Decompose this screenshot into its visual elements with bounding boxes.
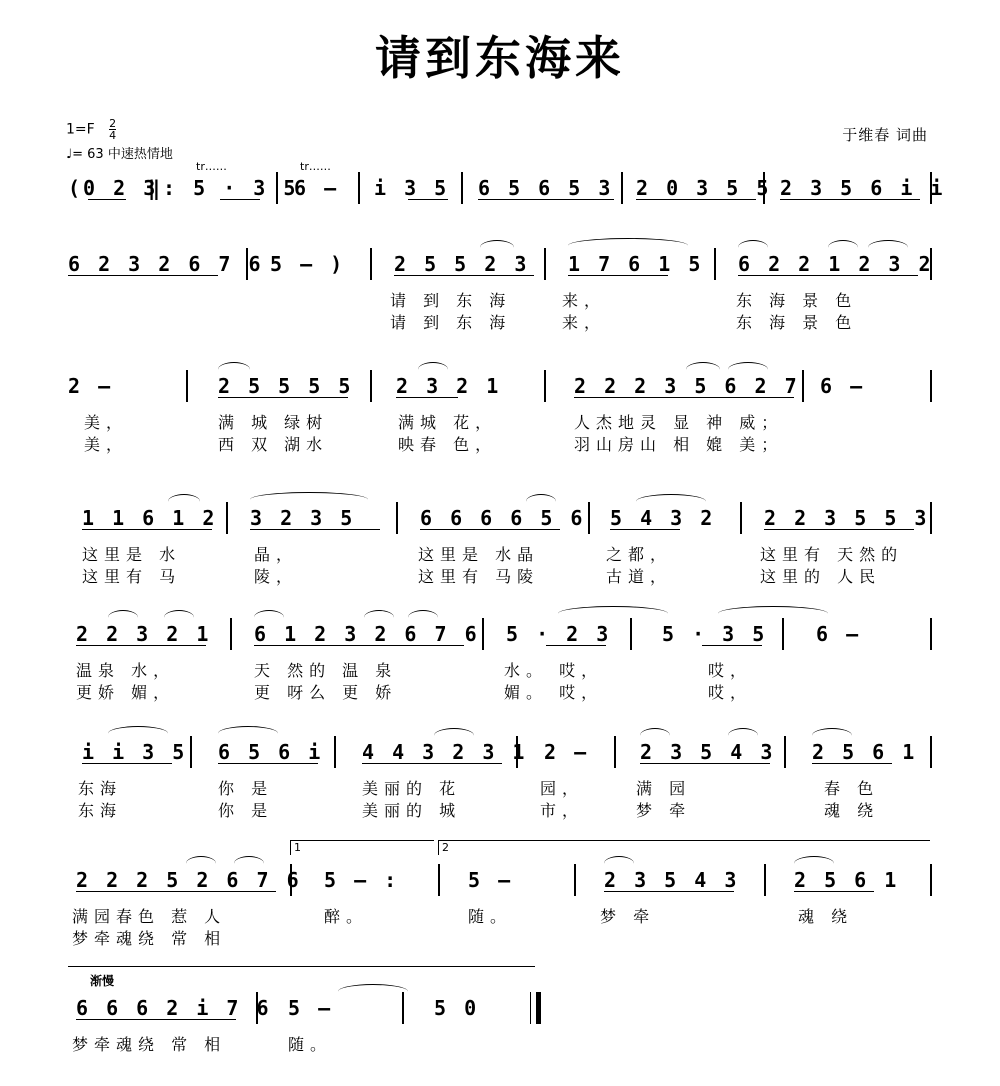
underline xyxy=(636,199,756,200)
barline xyxy=(246,248,248,280)
lyric: 东海 xyxy=(78,801,123,820)
slur xyxy=(364,610,394,625)
slur xyxy=(234,856,264,871)
notes-line xyxy=(68,366,932,406)
notes-line xyxy=(68,860,932,900)
barline xyxy=(782,618,784,650)
lyric: 来， xyxy=(562,313,607,332)
lyric: 梦 牵 xyxy=(600,907,656,926)
barline xyxy=(276,172,278,204)
slur xyxy=(568,238,688,253)
slur xyxy=(794,856,834,871)
underline xyxy=(568,275,668,276)
slur xyxy=(108,610,138,625)
barline xyxy=(186,370,188,402)
measure: 2 2 3 2 1 xyxy=(76,622,212,646)
underline xyxy=(408,199,448,200)
score-row-2 xyxy=(68,244,932,334)
lyric: 美， xyxy=(84,435,129,454)
underline xyxy=(82,529,212,530)
slur xyxy=(526,494,556,509)
lyric: 春 色 xyxy=(824,779,880,798)
measure: 5 · 2 3 xyxy=(506,622,612,646)
underline xyxy=(794,891,874,892)
measure: 6 – xyxy=(294,176,340,200)
score-row-1 xyxy=(68,160,946,218)
slur xyxy=(164,610,194,625)
slur xyxy=(218,726,278,741)
measure: 4 4 3 2 3 1 xyxy=(362,740,528,764)
lyric: 更娇 媚， xyxy=(76,683,176,702)
score-row-3 xyxy=(68,366,932,456)
measure: 6 2 3 2 6 7 6 xyxy=(68,252,264,276)
slur xyxy=(168,494,200,509)
score-row-8 xyxy=(68,974,932,1068)
ritardando-bracket xyxy=(68,966,535,981)
underline xyxy=(420,529,560,530)
barline xyxy=(226,502,228,534)
slur xyxy=(558,606,668,621)
underline xyxy=(218,763,318,764)
lyric: 魂 绕 xyxy=(798,907,854,926)
score-row-7 xyxy=(68,841,932,950)
measure: 2 – xyxy=(544,740,590,764)
underline xyxy=(362,763,502,764)
lyric: 市， xyxy=(540,801,585,820)
slur xyxy=(434,728,474,743)
lyric: 梦 牵 xyxy=(636,801,692,820)
lyric: 哎， xyxy=(708,683,753,702)
lyric: 满园春色 惹 人 xyxy=(72,907,227,926)
lyric: 梦牵魂绕 常 相 xyxy=(72,929,227,948)
lyric: 这里是 水晶 xyxy=(418,545,540,564)
barline xyxy=(256,992,258,1024)
underline xyxy=(546,645,606,646)
lyric: 随。 xyxy=(288,1035,333,1054)
slur xyxy=(250,492,368,507)
lyric: 陵， xyxy=(254,567,299,586)
barline xyxy=(334,736,336,768)
underline xyxy=(76,645,206,646)
measure: 6 – xyxy=(816,622,862,646)
measure: 6 2 2 1 2 3 2 xyxy=(738,252,934,276)
score-row-5 xyxy=(68,614,932,704)
measure: 6 6 6 2 i 7 6 xyxy=(76,996,272,1020)
ritardando-mark: 渐慢 xyxy=(90,974,115,988)
slur xyxy=(728,362,768,377)
notes-line xyxy=(68,988,932,1028)
trill-mark-1: tr…… xyxy=(196,160,227,173)
lyric: 园， xyxy=(540,779,585,798)
measure: 2 3 5 6 i i xyxy=(780,176,946,200)
lyric: 古道， xyxy=(606,567,673,586)
slur xyxy=(718,606,828,621)
score-row-4 xyxy=(68,498,932,588)
slur xyxy=(338,984,408,999)
barline xyxy=(516,736,518,768)
notes-line xyxy=(68,498,932,538)
barline xyxy=(290,864,292,896)
underline xyxy=(812,763,892,764)
barline xyxy=(358,172,360,204)
barline xyxy=(588,502,590,534)
slur xyxy=(408,610,438,625)
barline xyxy=(930,618,932,650)
slur xyxy=(828,240,858,255)
underline xyxy=(88,199,126,200)
measure: 2 2 2 3 5 6 2 7 xyxy=(574,374,800,398)
slur xyxy=(254,610,284,625)
slur xyxy=(636,494,706,509)
barline xyxy=(574,864,576,896)
barline xyxy=(784,736,786,768)
lyric: 满 园 xyxy=(636,779,692,798)
slur xyxy=(868,240,908,255)
measure: 6 – xyxy=(820,374,866,398)
underline xyxy=(394,275,534,276)
lyric: 哎， xyxy=(708,661,753,680)
measure: 5 – xyxy=(288,996,334,1020)
lyric: 美丽的 花 xyxy=(362,779,462,798)
key-signature xyxy=(66,118,116,141)
underline xyxy=(780,199,920,200)
lyric: 满 城 绿树 xyxy=(218,413,329,432)
measure: (0 2 3 xyxy=(68,176,159,200)
author-credit: 于维春 词曲 xyxy=(842,126,928,144)
slur xyxy=(738,240,768,255)
slur xyxy=(418,362,448,377)
underline xyxy=(254,645,464,646)
underline xyxy=(574,397,794,398)
lyric: 更 呀么 更 娇 xyxy=(254,683,398,702)
lyric: 水。 哎， xyxy=(504,661,604,680)
slur xyxy=(186,856,216,871)
measure: 2 3 5 4 3 xyxy=(640,740,776,764)
barline xyxy=(930,864,932,896)
volta-2 xyxy=(438,840,930,855)
notes-line xyxy=(68,614,932,654)
volta-label: 2 xyxy=(442,841,449,854)
measure: 2 5 5 5 5 xyxy=(218,374,354,398)
measure: 1 1 6 1 2 xyxy=(82,506,218,530)
measure: 2 – xyxy=(68,374,114,398)
measure: i 3 5 xyxy=(374,176,450,200)
barline xyxy=(230,618,232,650)
barline xyxy=(740,502,742,534)
underline xyxy=(76,1019,236,1020)
lyric: 羽山房山 相 媲 美； xyxy=(574,435,784,454)
measure: 6 5 6 i xyxy=(218,740,324,764)
measure: 5 – ) xyxy=(270,252,346,276)
slur xyxy=(604,856,634,871)
underline xyxy=(702,645,762,646)
barline xyxy=(630,618,632,650)
barline xyxy=(930,172,932,204)
measure: 2 0 3 5 5 xyxy=(636,176,772,200)
lyric: 美， xyxy=(84,413,129,432)
lyric: 西 双 湖水 xyxy=(218,435,329,454)
measure: 2 5 5 2 3 xyxy=(394,252,530,276)
lyric: 这里有 天然的 xyxy=(760,545,904,564)
measure: 6 1 2 3 2 6 7 6 xyxy=(254,622,480,646)
notes-line xyxy=(68,244,932,284)
slur xyxy=(686,362,720,377)
lyric: 这里的 人民 xyxy=(760,567,882,586)
lyric: 醉。 xyxy=(324,907,369,926)
measure: 2 3 2 1 xyxy=(396,374,502,398)
underline xyxy=(396,397,458,398)
lyric: 东 海 景 色 xyxy=(736,313,858,332)
measure: 5 0 xyxy=(434,996,480,1020)
barline xyxy=(930,248,932,280)
underline xyxy=(250,529,380,530)
lyric: 你 是 xyxy=(218,779,274,798)
measure: 2 5 6 1 xyxy=(812,740,918,764)
barline xyxy=(190,736,192,768)
barline xyxy=(438,864,440,896)
lyric: 东 海 景 色 xyxy=(736,291,858,310)
tempo-marking: ♩= 63 中速热情地 xyxy=(66,147,173,162)
measure: 2 2 3 5 5 3 xyxy=(764,506,930,530)
lyric: 东海 xyxy=(78,779,123,798)
measure: 6 6 6 6 5 6 xyxy=(420,506,586,530)
trill-mark-2: tr…… xyxy=(300,160,331,173)
barline xyxy=(461,172,463,204)
barline xyxy=(714,248,716,280)
slur xyxy=(218,362,250,377)
score-row-6 xyxy=(68,732,932,822)
time-signature xyxy=(109,118,116,141)
measure: i i 3 5 xyxy=(82,740,188,764)
barline xyxy=(544,248,546,280)
measure: 5 · 3 5 xyxy=(662,622,768,646)
measure: 6 5 6 5 3 xyxy=(478,176,614,200)
lyric: 映春 色， xyxy=(398,435,498,454)
underline xyxy=(764,529,914,530)
lyric: 请 到 东 海 xyxy=(390,313,512,332)
measure: 2 5 6 1 xyxy=(794,868,900,892)
lyric: 之都， xyxy=(606,545,673,564)
lyric: 随。 xyxy=(468,907,513,926)
barline xyxy=(482,618,484,650)
underline xyxy=(220,199,260,200)
barline xyxy=(530,992,531,1024)
lyric: 请 到 东 海 xyxy=(390,291,512,310)
slur xyxy=(108,726,168,741)
barline xyxy=(763,172,765,204)
barline xyxy=(802,370,804,402)
volta-1 xyxy=(290,840,434,855)
barline xyxy=(370,248,372,280)
measure: 5 4 3 2 xyxy=(610,506,716,530)
underline xyxy=(640,763,770,764)
barline xyxy=(621,172,623,204)
measure: 2 2 2 5 2 6 7 6 xyxy=(76,868,302,892)
underline xyxy=(738,275,918,276)
lyric: 你 是 xyxy=(218,801,274,820)
underline xyxy=(68,275,218,276)
lyric: 来， xyxy=(562,291,607,310)
song-title: 请到东海来 xyxy=(375,31,625,85)
measure: 1 7 6 1 5 xyxy=(568,252,704,276)
lyric: 天 然的 温 泉 xyxy=(254,661,398,680)
underline xyxy=(610,529,680,530)
underline xyxy=(82,763,172,764)
final-barline xyxy=(536,992,541,1024)
barline xyxy=(614,736,616,768)
barline xyxy=(396,502,398,534)
key-text: 1=F xyxy=(66,121,95,138)
underline xyxy=(604,891,734,892)
lyric: 晶， xyxy=(254,545,299,564)
slur xyxy=(640,728,670,743)
barline xyxy=(544,370,546,402)
volta-label: 1 xyxy=(294,841,301,854)
underline xyxy=(478,199,614,200)
barline xyxy=(930,370,932,402)
underline xyxy=(76,891,276,892)
slur xyxy=(480,240,514,255)
measure: 5 – : xyxy=(324,868,400,892)
slur xyxy=(812,728,852,743)
barline xyxy=(370,370,372,402)
lyric: 这里是 水 xyxy=(82,545,182,564)
lyric: 魂 绕 xyxy=(824,801,880,820)
lyric: 梦牵魂绕 常 相 xyxy=(72,1035,227,1054)
time-sig-num: 2 xyxy=(109,117,117,130)
measure: 2 3 5 4 3 xyxy=(604,868,740,892)
underline xyxy=(218,397,348,398)
lyric: 人杰地灵 显 神 威； xyxy=(574,413,784,432)
lyric: 温泉 水， xyxy=(76,661,176,680)
slur xyxy=(728,728,758,743)
barline xyxy=(930,736,932,768)
lyric: 媚。 哎， xyxy=(504,683,604,702)
lyric: 满城 花， xyxy=(398,413,498,432)
barline xyxy=(764,864,766,896)
notes-line xyxy=(68,168,946,208)
measure: 3 2 3 5 xyxy=(250,506,356,530)
measure: 5 – xyxy=(468,868,514,892)
time-sig-den: 4 xyxy=(109,129,117,142)
lyric: 美丽的 城 xyxy=(362,801,462,820)
lyric: 这里有 马陵 xyxy=(418,567,540,586)
notes-line xyxy=(68,732,932,772)
barline xyxy=(930,502,932,534)
lyric: 这里有 马 xyxy=(82,567,182,586)
measure: ‖: 5 · 3 5 xyxy=(148,176,299,200)
